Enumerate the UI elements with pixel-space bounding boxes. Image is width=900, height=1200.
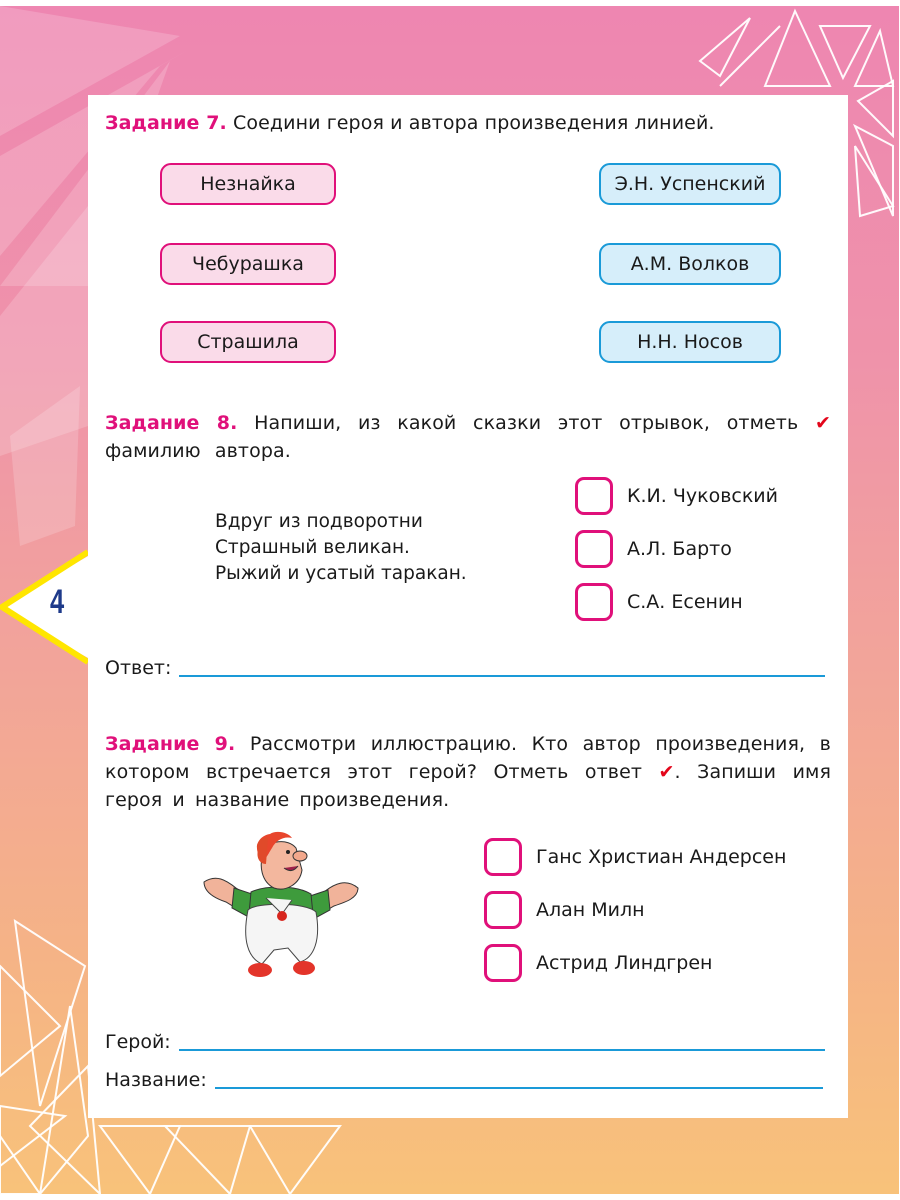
task8-instruction-part1: Напиши, из какой сказки этот отрывок, отметь <box>237 412 815 434</box>
task9-instruction-part2: . Запиши имя героя и название произведения. <box>105 761 831 811</box>
checkbox[interactable] <box>484 944 522 982</box>
checkmark-icon: ✔ <box>814 412 831 434</box>
hero-label: Герой: <box>105 1031 171 1053</box>
title-answer-row <box>105 1068 823 1092</box>
task9-label: Задание 9. <box>105 733 236 755</box>
poem-line: Страшный великан. <box>215 537 410 558</box>
task8-answer-row <box>105 656 825 680</box>
task9-option-lindgren[interactable]: Астрид Линдгрен <box>484 943 712 983</box>
task7-heading <box>105 109 835 137</box>
answer-label: Ответ: <box>105 657 172 679</box>
checkbox[interactable] <box>484 838 522 876</box>
page-number-tab <box>0 548 88 666</box>
author-pill-uspensky[interactable]: Э.Н. Успенский <box>599 163 781 205</box>
task8-heading <box>105 409 831 465</box>
task7-instruction: Соедини героя и автора произведения линией. <box>226 112 715 134</box>
checkbox[interactable] <box>575 583 613 621</box>
checkbox[interactable] <box>484 891 522 929</box>
hero-input-line[interactable] <box>179 1049 825 1051</box>
task7-label: Задание 7. <box>105 112 227 134</box>
worksheet-panel <box>88 95 848 1118</box>
hero-pill-cheburashka[interactable]: Чебурашка <box>160 243 336 285</box>
checkmark-icon: ✔ <box>658 761 675 783</box>
author-pill-volkov[interactable]: А.М. Волков <box>599 243 781 285</box>
task9-option-milne[interactable]: Алан Милн <box>484 890 645 930</box>
title-input-line[interactable] <box>215 1087 823 1089</box>
task8-option-barto[interactable]: А.Л. Барто <box>575 529 732 569</box>
author-pill-nosov[interactable]: Н.Н. Носов <box>599 321 781 363</box>
page-number: 4 <box>50 583 65 621</box>
hero-pill-neznayka[interactable]: Незнайка <box>160 163 336 205</box>
poem-line: Рыжий и усатый таракан. <box>215 563 467 584</box>
task8-label: Задание 8. <box>105 412 238 434</box>
hero-pill-strashila[interactable]: Страшила <box>160 321 336 363</box>
checkbox[interactable] <box>575 477 613 515</box>
poem-line: Вдруг из подворотни <box>215 511 423 532</box>
task8-option-chukovsky[interactable]: К.И. Чуковский <box>575 476 778 516</box>
task9-option-andersen[interactable]: Ганс Христиан Андерсен <box>484 837 786 877</box>
task8-instruction-part2: фамилию автора. <box>105 440 291 462</box>
title-label: Название: <box>105 1069 207 1091</box>
answer-input-line[interactable] <box>179 675 825 677</box>
task9-heading <box>105 730 831 814</box>
checkbox[interactable] <box>575 530 613 568</box>
task9-instruction-part1: Рассмотри иллюстрацию. Кто автор произведения, в котором встречается этот герой? Отметь ответ <box>105 733 831 783</box>
hero-answer-row <box>105 1030 825 1054</box>
karlsson-illustration <box>196 830 366 985</box>
task8-option-esenin[interactable]: С.А. Есенин <box>575 582 743 622</box>
poem-excerpt <box>215 509 467 587</box>
